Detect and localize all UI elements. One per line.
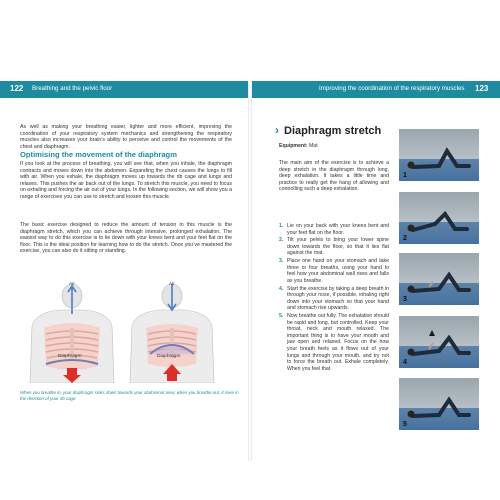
exercise-intro: The main aim of the exercise is to achieve a deep stretch in the diaphragm through long, deep exhalation. It takes a little time and practice to really get the hang of allowing and controlling such a deep exhalation. xyxy=(279,160,389,193)
equipment-line: Equipment: Mat xyxy=(279,143,318,149)
exhale-arrow-icon xyxy=(67,368,77,376)
step-item: 3. Place one hand on your stomach and take three or four breaths, using your hand to feel how your abdominal wall rises and falls as you breathe. xyxy=(279,258,389,284)
body-paragraph-2: The basic exercise designed to reduce the amount of tension in this muscle is the diaphragm stretch, which you can achieve through intensive, prolonged exhalation. The easiest way to do this exercise is to lie down with your knees bent and your feet flat on the floor. This is the ideal position for learning how to do the stretch. Once you’ve mastered the exercise, you can also do it sitting or standing. xyxy=(20,222,232,255)
exercise-photo-2: 2 xyxy=(399,192,479,244)
left-page-number: 122 xyxy=(10,84,24,93)
diaphragm-inhale-figure xyxy=(22,278,122,383)
left-running-title: Breathing and the pelvic floor xyxy=(32,85,113,92)
exercise-photo-1: 1 xyxy=(399,129,479,181)
exercise-photo-3: 3 xyxy=(399,253,479,305)
step-item: 2. Tilt your pelvis to bring your lower spine down towards the floor, so that it lies flat against the mat. xyxy=(279,237,389,257)
right-page-number: 123 xyxy=(475,84,489,93)
air-label-2: Air xyxy=(169,282,175,287)
section-heading: Optimising the movement of the diaphragm xyxy=(20,150,177,159)
step-item: 4. Start the exercise by taking a deep breath in through your nose, if possible, inhaling right down into your stomach so that your hand and stomach rise upwards. xyxy=(279,285,389,312)
intro-paragraph: As well as making your breathing easier, lighter and more efficient, improving the coordination of your respiratory system mechanics and strengthening the respiratory muscles also increases your brain’s ability to perceive and control the movements of the chest and diaphragm. xyxy=(20,124,232,150)
exercise-title: › Diaphragm stretch xyxy=(275,123,382,137)
step-item: 1. Lie on your back with your knees bent and your feet flat on the floor. xyxy=(279,223,389,236)
diaphragm-exhale-figure xyxy=(122,278,222,383)
right-running-title: Improving the coordination of the respiratory muscles xyxy=(319,85,465,92)
chevron-right-icon: › xyxy=(275,123,279,137)
air-label-1: Air xyxy=(69,282,75,287)
arrow-up-icon xyxy=(429,330,435,336)
exercise-photo-5: 5 xyxy=(399,378,479,430)
book-spine xyxy=(248,81,252,461)
figure-caption: When you breathe in, your diaphragm sinks down towards your abdominal area; when you breathe out, it rises in the direction of your rib cage. xyxy=(20,390,239,401)
exercise-steps xyxy=(279,223,389,374)
exercise-photo-4: 4 xyxy=(399,316,479,368)
diaphragm-label-1: Diaphragm xyxy=(58,354,82,359)
diaphragm-label-2: Diaphragm xyxy=(157,354,181,359)
step-item: 5. Now breathe out fully. The exhalation should be rapid and long, but controlled. Keep your throat, neck and mouth relaxed. The important thing is to have your mouth and jaw open and relaxed. Focus on the how your breath feels as it flows out of your lungs and through your mouth, and try not to force the breath out. Exhale completely. When you feel that xyxy=(279,313,389,372)
body-paragraph-1: If you look at the process of breathing, you will see that, when you inhale, the diaphragm contracts and moves down into the abdomen. Expanding the chest causes the lungs to fill with air. When you exhale, the diaphragm moves up towards the rib cage and lungs and relaxes. This pushes the air back out of the lungs. To stretch this muscle, you need to focus on exhaling and forcing the air out of your lungs. In the following section, we will show you a range of exercises you can use to stretch and loosen this muscle. xyxy=(20,161,232,200)
